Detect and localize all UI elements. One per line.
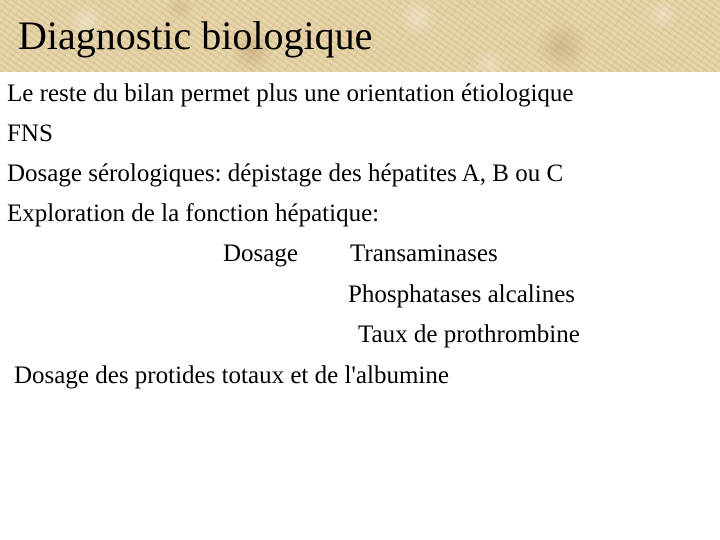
protides-albumin-line: Dosage des protides totaux et de l'albumine	[14, 362, 449, 389]
intro-line: Le reste du bilan permet plus une orientation étiologique	[7, 80, 574, 107]
fns-line: FNS	[7, 120, 53, 147]
serology-line: Dosage sérologiques: dépistage des hépatites A, B ou C	[7, 160, 564, 187]
slide-title: Diagnostic biologique	[18, 13, 373, 58]
transaminases-item: Transaminases	[350, 240, 498, 267]
phosphatases-item: Phosphatases alcalines	[348, 281, 576, 308]
prothrombin-item: Taux de prothrombine	[358, 321, 580, 348]
liver-function-line: Exploration de la fonction hépatique:	[7, 200, 380, 227]
dosage-label: Dosage	[223, 240, 298, 267]
